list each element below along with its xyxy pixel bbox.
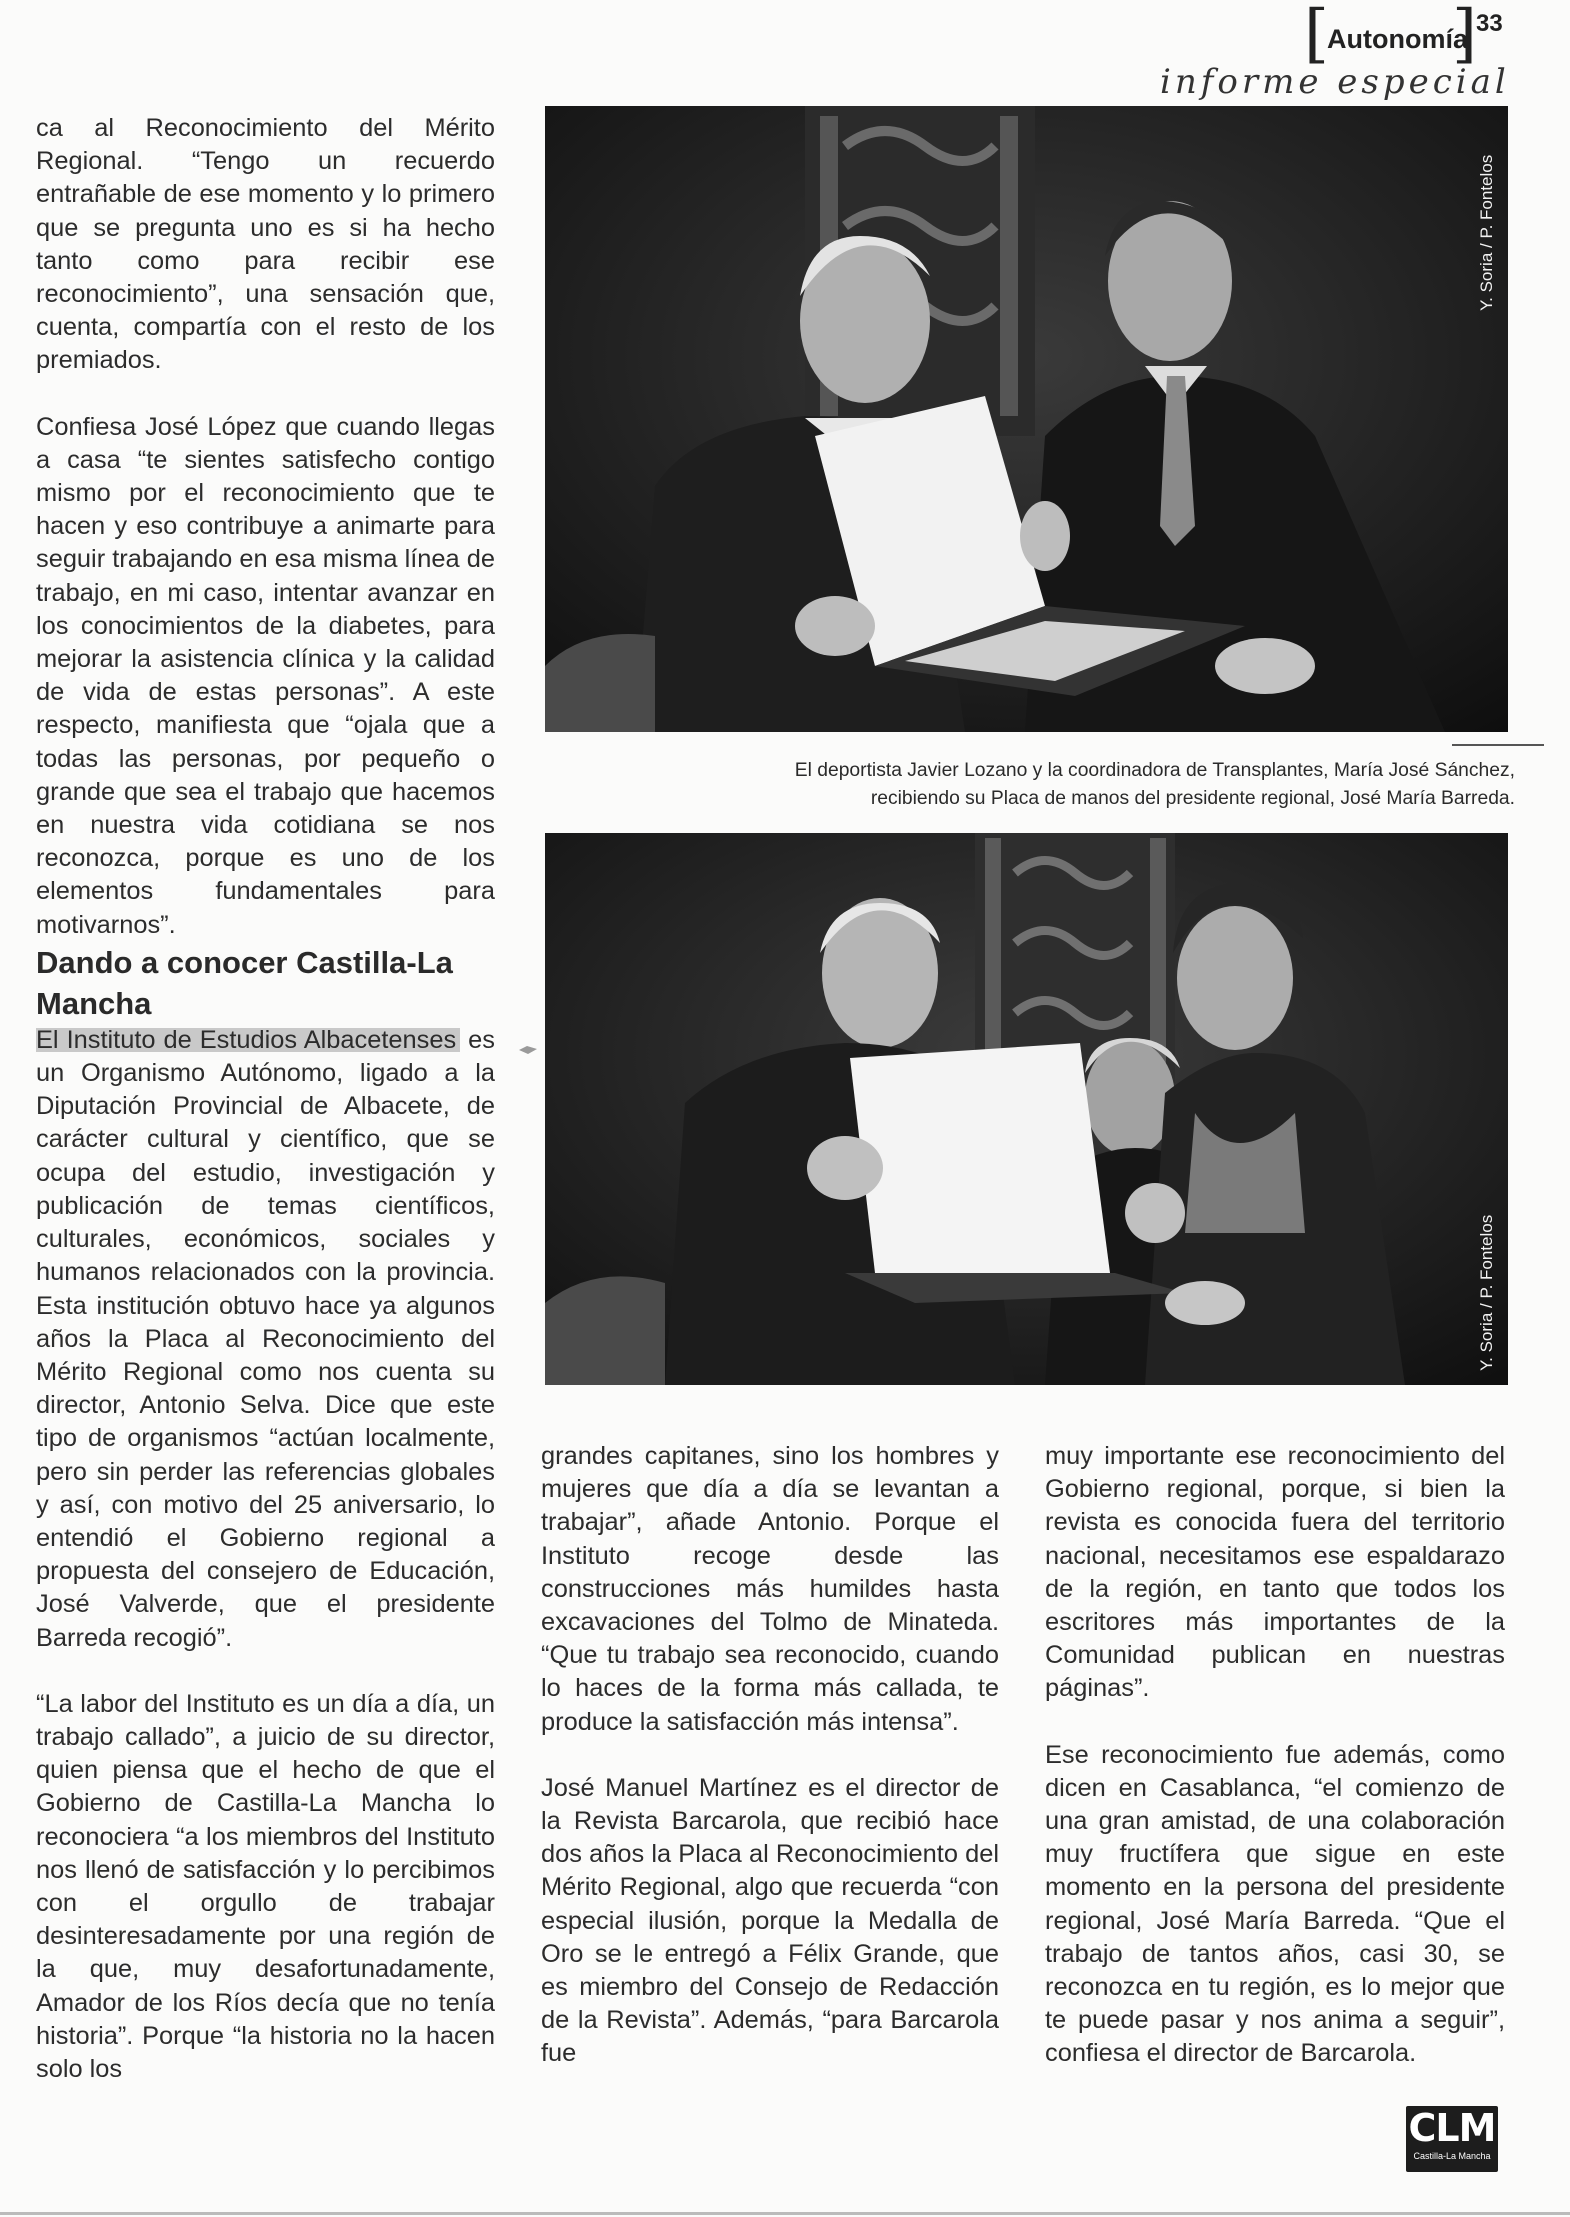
header-subtitle: informe especial <box>1160 62 1510 102</box>
highlighted-text: El Instituto de Estudios Albacetenses <box>36 1026 460 1054</box>
paragraph: grandes capitanes, sino los hombres y mujeres que día a día se levantan a trabajar”, añade Antonio. Porque el Instituto recoge desde las construcciones más humildes hasta excavaciones del Tolmo de Minateda. “Que tu trabajo sea reconocido, cuando lo haces de la forma más callada, te produce la satisfacción más intensa”. <box>541 1442 999 1736</box>
paragraph <box>36 1024 495 1655</box>
paragraph-text: es un Organismo Autónomo, ligado a la Diputación Provincial de Albacete, de carácter cultural y científico, que se ocupa del estudio, investigación y publicación de temas científicos, culturales, económicos, sociales y humanos relacionados con la provincia. Esta institución obtuvo hace ya algunos años la Placa al Reconocimiento del Mérito Regional como nos cuenta su director, Antonio Selva. Dice que este tipo de organismos “actúan localmente, pero sin perder las referencias globales y así, con motivo del 25 aniversario, lo entendió el Gobierno regional a propuesta del consejero de Educación, José Valverde, que el presidente Barreda recogió”. <box>36 1025 495 1652</box>
paragraph: Ese reconocimiento fue además, como dicen en Casablanca, “el comienzo de una gran amistad, de una colaboración muy fructífera que sigue en este momento en la persona del presidente regional, José María Barreda. “Que el trabajo de tantos años, casi 30, se reconozca en tu región, es lo mejor que te puede pasar y nos anima a seguir”, confiesa el director de Barcarola. <box>1045 1740 1505 2068</box>
clm-logo <box>1406 2106 1498 2172</box>
photo-illustration <box>545 106 1508 732</box>
header-bracket-right: ] <box>1452 0 1477 71</box>
article-column-2 <box>541 1440 999 2071</box>
article-column-1 <box>36 112 495 2086</box>
award-photo-bottom <box>545 833 1508 1385</box>
page-number: 33 <box>1476 10 1503 37</box>
logo-text: CLM <box>1408 2106 1496 2150</box>
paragraph: muy importante ese reconocimiento del Gobierno regional, porque, si bien la revista es conocida fuera del territorio nacional, necesitamos ese espaldarazo de la región, en tanto que todos los escritores más importantes de la Comunidad publican en nuestras páginas”. <box>1045 1442 1505 1703</box>
photo-illustration <box>545 833 1508 1385</box>
photo-credit: Y. Soria / P. Fontelos <box>1477 154 1496 311</box>
caption-rule <box>1452 744 1544 746</box>
caption-line: El deportista Javier Lozano y la coordinadora de Transplantes, María José Sánchez, <box>794 760 1515 781</box>
award-photo-top <box>545 106 1508 732</box>
caption-line: recibiendo su Placa de manos del presidente regional, José María Barreda. <box>870 788 1515 809</box>
highlighter-mark-icon <box>517 1043 539 1057</box>
page-bottom-edge <box>0 2212 1570 2215</box>
photo-credit: Y. Soria / P. Fontelos <box>1477 1214 1496 1371</box>
paragraph: José Manuel Martínez es el director de la Revista Barcarola, que recibió hace dos años la Placa al Reconocimiento del Mérito Regional, algo que recuerda “con especial ilusión, porque la Medalla de Oro se le entregó a Félix Grande, que es miembro del Consejo de Redacción de la Revista”. Además, “para Barcarola fue <box>541 1773 999 2068</box>
section-title: Autonomía <box>1327 24 1468 54</box>
logo-subtext: Castilla-La Mancha <box>1413 2151 1491 2161</box>
photo-caption <box>560 757 1515 813</box>
paragraph: Confiesa José López que cuando llegas a casa “te sientes satisfecho contigo mismo por el reconocimiento que te hacen y eso contribuye a animarte para seguir trabajando en esa misma línea de trabajo, en mi caso, intentar avanzar en los conocimientos de la diabetes, para mejorar la asistencia clínica y la calidad de vida de estas personas”. A este respecto, manifiesta que “ojala que a todas las personas, por pequeño o grande que sea el trabajo que hacemos en nuestra vida cotidiana se nos reconozca, porque es uno de los elementos fundamentales para motivarnos”. <box>36 412 495 939</box>
paragraph: “La labor del Instituto es un día a día, un trabajo callado”, a juicio de su director, quien piensa que el hecho de que el Gobierno de Castilla-La Mancha lo reconociera “a los miembros del Instituto nos llenó de satisfacción y lo percibimos con el orgullo de trabajar desinteresadamente por una región de la que, muy desafortunadamente, Amador de los Ríos decía que no tenía historia”. Porque “la historia no la hacen solo los <box>36 1689 495 2083</box>
section-heading: Dando a conocer Castilla-La Mancha <box>36 944 453 1021</box>
paragraph: ca al Reconocimiento del Mérito Regional. “Tengo un recuerdo entrañable de ese momento y lo primero que se pregunta uno es si ha hecho tanto como para recibir ese reconocimiento”, una sensación que, cuenta, compartía con el resto de los premiados. <box>36 114 495 375</box>
article-column-3 <box>1045 1440 1505 2071</box>
header-bracket-left: [ <box>1304 0 1329 71</box>
